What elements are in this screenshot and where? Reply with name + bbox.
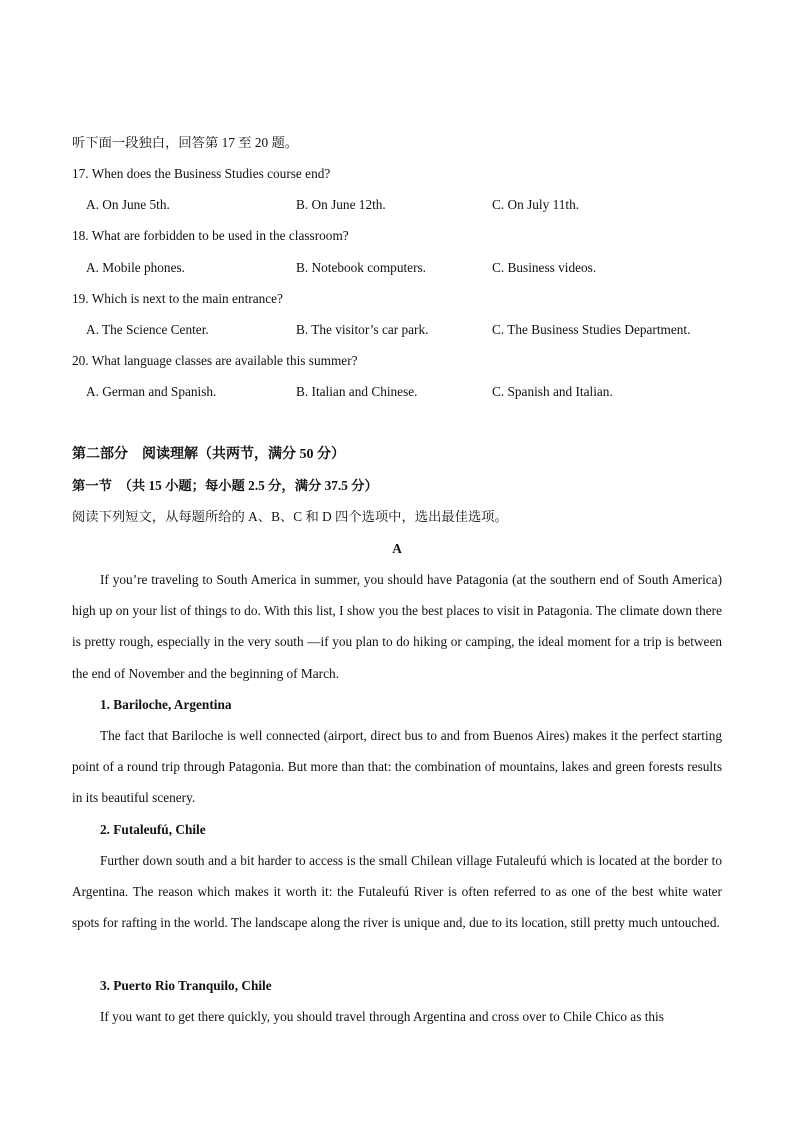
question-18-stem: 18. What are forbidden to be used in the classroom? — [72, 228, 349, 243]
question-17-option-c: C. On July 11th. — [492, 197, 580, 212]
question-20-option-a: A. German and Spanish. — [86, 384, 217, 399]
question-17-stem: 17. When does the Business Studies course end? — [72, 166, 331, 181]
place-3-paragraph: If you want to get there quickly, you should travel through Argentina and cross over to Chile Chico as this — [100, 1009, 664, 1024]
question-19-option-b: B. The visitor’s car park. — [296, 322, 429, 337]
place-2-heading: 2. Futaleufú, Chile — [100, 822, 206, 837]
passage-label: A — [392, 541, 402, 556]
question-19-option-a: A. The Science Center. — [86, 322, 209, 337]
place-1-heading: 1. Bariloche, Argentina — [100, 697, 232, 712]
question-18-option-a: A. Mobile phones. — [86, 260, 185, 275]
reading-instructions: 阅读下列短文，从每题所给的 A、B、C 和 D 四个选项中，选出最佳选项。 — [72, 509, 508, 524]
question-18-option-b: B. Notebook computers. — [296, 260, 426, 275]
question-20-option-b: B. Italian and Chinese. — [296, 384, 418, 399]
reading-section-title: 第一节 （共 15 小题；每小题 2.5 分，满分 37.5 分） — [72, 478, 378, 493]
place-1-paragraph: The fact that Bariloche is well connected (airport, direct bus to and from Buenos Aires) makes it the perfect starting point of a round trip through Patagonia. But more than that: the combination of mountains, lakes and green forests results in its beautiful scenery. — [72, 728, 722, 806]
question-19-stem: 19. Which is next to the main entrance? — [72, 291, 283, 306]
question-19-option-c: C. The Business Studies Department. — [492, 322, 691, 337]
reading-part-title: 第二部分 阅读理解（共两节，满分 50 分） — [72, 447, 345, 462]
question-17-option-a: A. On June 5th. — [86, 197, 170, 212]
question-20-stem: 20. What language classes are available this summer? — [72, 353, 358, 368]
listening-intro: 听下面一段独白，回答第 17 至 20 题。 — [72, 135, 299, 150]
question-20-option-c: C. Spanish and Italian. — [492, 384, 613, 399]
place-3-heading: 3. Puerto Rio Tranquilo, Chile — [100, 978, 272, 993]
place-2-paragraph: Further down south and a bit harder to access is the small Chilean village Futaleufú which is located at the border to Argentina. The reason which makes it worth it: the Futaleufú River is often referred to as one of the best white water spots for rafting in the world. The landscape along the river is unique and, due to its location, still pretty much untouched. — [72, 853, 722, 931]
passage-intro-paragraph: If you’re traveling to South America in summer, you should have Patagonia (at the southern end of South America) high up on your list of things to do. With this list, I show you the best places to visit in Patagonia. The climate down there is pretty rough, especially in the very south —if you plan to do hiking or camping, the ideal moment for a trip is between the end of November and the beginning of March. — [72, 572, 722, 681]
question-18-option-c: C. Business videos. — [492, 260, 597, 275]
question-17-option-b: B. On June 12th. — [296, 197, 386, 212]
